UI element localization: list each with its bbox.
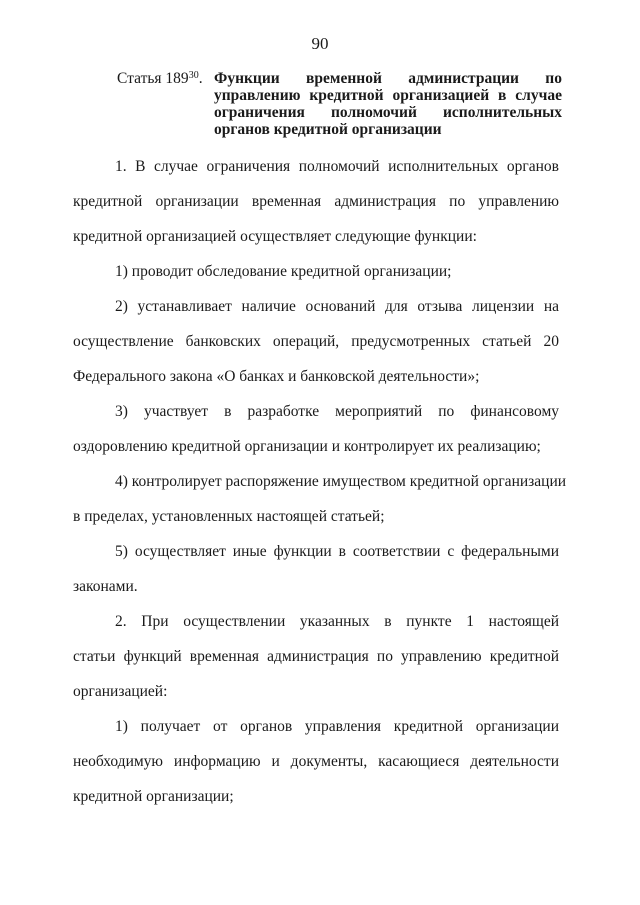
paragraph-line: Федерального закона «О банках и банковской деятельности»; [73,368,480,385]
paragraph-line: в пределах, установленных настоящей статьей; [73,508,385,525]
article-title-line: органов кредитной организации [214,121,442,138]
paragraph-line: 5) осуществляет иные функции в соответствии с федеральными [115,543,559,560]
article-title-line: ограничения полномочий исполнительных [214,104,562,121]
paragraph-line: 1. В случае ограничения полномочий исполнительных органов [115,158,559,175]
paragraph-line: 3) участвует в разработке мероприятий по финансовому [115,403,559,420]
paragraph-line: 1) проводит обследование кредитной организации; [115,263,452,280]
paragraph-line: кредитной организацией осуществляет следующие функции: [73,228,477,245]
paragraph-line: кредитной организации; [73,788,234,805]
article-label-text: Статья 189 [117,70,189,87]
paragraph-line: 4) контролирует распоряжение имуществом кредитной организации [115,473,567,490]
article-title-line: Функции временной администрации по [214,70,562,87]
article-label-suffix: . [198,70,203,87]
article-label [117,70,203,87]
paragraph-line: организацией: [73,683,168,700]
paragraph-line: статьи функций временная администрация по управлению кредитной [73,648,559,665]
paragraph-line: 1) получает от органов управления кредитной организации [115,718,559,735]
paragraph-line: 2) устанавливает наличие оснований для отзыва лицензии на [115,298,559,315]
paragraph-line: законами. [73,578,138,595]
article-title [214,70,562,138]
article-title-line: управлению кредитной организацией в случае [214,87,562,104]
paragraph-line: 2. При осуществлении указанных в пункте 1 настоящей [115,613,559,630]
paragraph-line: кредитной организации временная администрация по управлению [73,193,559,210]
article-label-superscript: 30 [188,70,199,81]
paragraph-line: необходимую информацию и документы, касающиеся деятельности [73,753,559,770]
paragraph-line: осуществление банковских операций, предусмотренных статьей 20 [73,333,559,350]
paragraph-line: оздоровлению кредитной организации и контролирует их реализацию; [73,438,541,455]
page-number: 90 [311,34,329,53]
